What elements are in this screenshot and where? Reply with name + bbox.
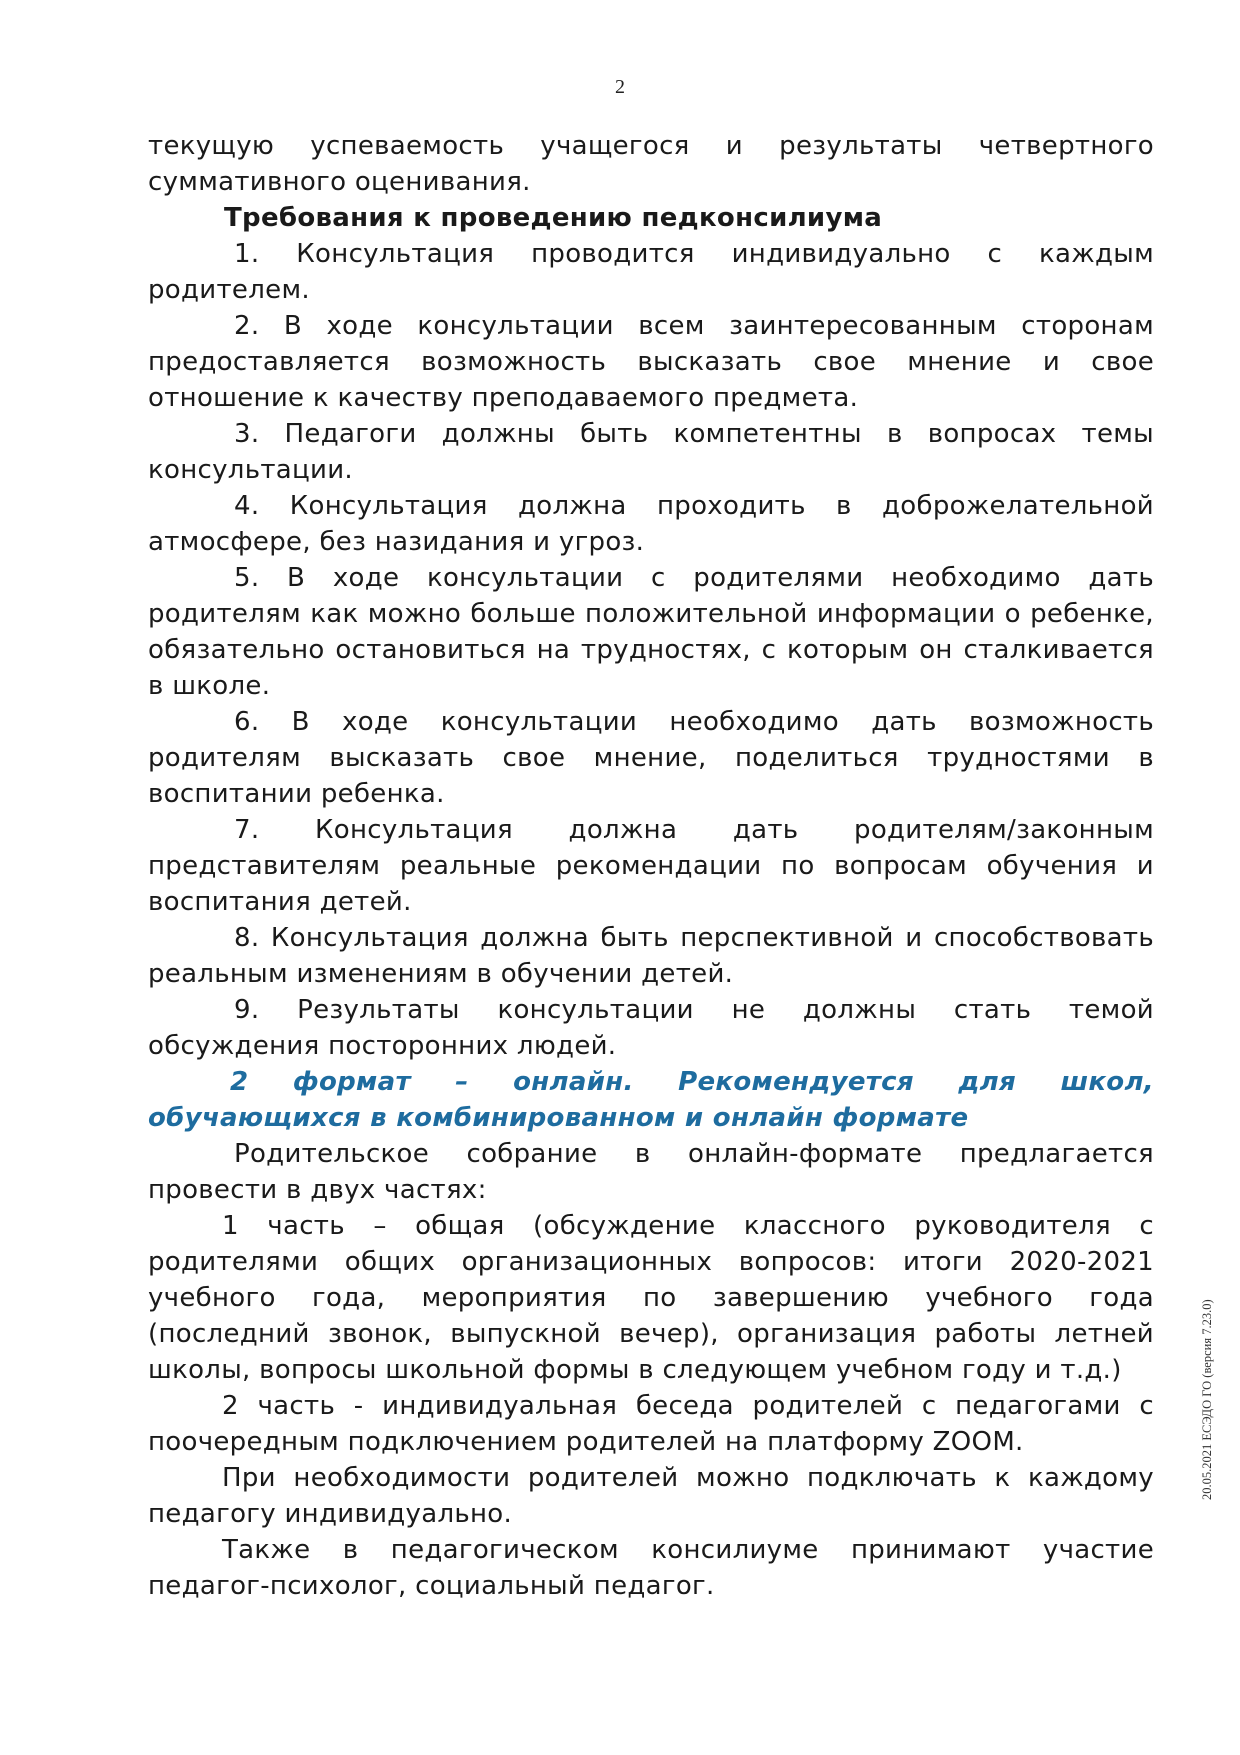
- online-intro: Родительское собрание в онлайн-формате предлагается провести в двух частях:: [148, 1139, 1154, 1205]
- requirement-5: 5. В ходе консультации с родителями необходимо дать родителям как можно больше положительной информации о ребенке, обязательно остановиться на трудностях, с которым он сталкивается в школе.: [148, 563, 1154, 701]
- requirement-2: 2. В ходе консультации всем заинтересованным сторонам предоставляется возможность высказать свое мнение и свое отношение к качеству преподаваемого предмета.: [148, 311, 1154, 413]
- document-body: [148, 128, 1154, 1604]
- requirement-1: 1. Консультация проводится индивидуально с каждым родителем.: [148, 239, 1154, 305]
- requirement-8: 8. Консультация должна быть перспективной и способствовать реальным изменениям в обучении детей.: [148, 923, 1154, 989]
- necessity-note: При необходимости родителей можно подключать к каждому педагогу индивидуально.: [148, 1463, 1154, 1529]
- requirement-3: 3. Педагоги должны быть компетентны в вопросах темы консультации.: [148, 419, 1154, 485]
- format-2-heading: 2 формат – онлайн. Рекомендуется для школ, обучающихся в комбинированном и онлайн формате: [148, 1067, 1154, 1133]
- requirement-9: 9. Результаты консультации не должны стать темой обсуждения посторонних людей.: [148, 995, 1154, 1061]
- paragraph-continuation: текущую успеваемость учащегося и результаты четвертного суммативного оценивания.: [148, 131, 1154, 197]
- requirement-6: 6. В ходе консультации необходимо дать возможность родителям высказать свое мнение, поделиться трудностями в воспитании ребенка.: [148, 707, 1154, 809]
- page-number: 2: [615, 76, 625, 98]
- section-heading: Требования к проведению педконсилиума: [224, 203, 883, 233]
- side-stamp: 20.05.2021 ЕСЭДО ГО (версия 7.23.0): [1200, 1299, 1214, 1500]
- requirement-4: 4. Консультация должна проходить в доброжелательной атмосфере, без назидания и угроз.: [148, 491, 1154, 557]
- psychologist-note: Также в педагогическом консилиуме принимают участие педагог-психолог, социальный педагог.: [148, 1535, 1154, 1601]
- part-2: 2 часть - индивидуальная беседа родителей с педагогами с поочередным подключением родителей на платформу ZOOM.: [148, 1391, 1154, 1457]
- part-1: 1 часть – общая (обсуждение классного руководителя с родителями общих организационных вопросов: итоги 2020-2021 учебного года, мероприятия по завершению учебного года (последний звонок, выпускной вечер), организация работы летней школы, вопросы школьной формы в следующем учебном году и т.д.): [148, 1211, 1154, 1385]
- requirement-7: 7. Консультация должна дать родителям/законным представителям реальные рекомендации по вопросам обучения и воспитания детей.: [148, 815, 1154, 917]
